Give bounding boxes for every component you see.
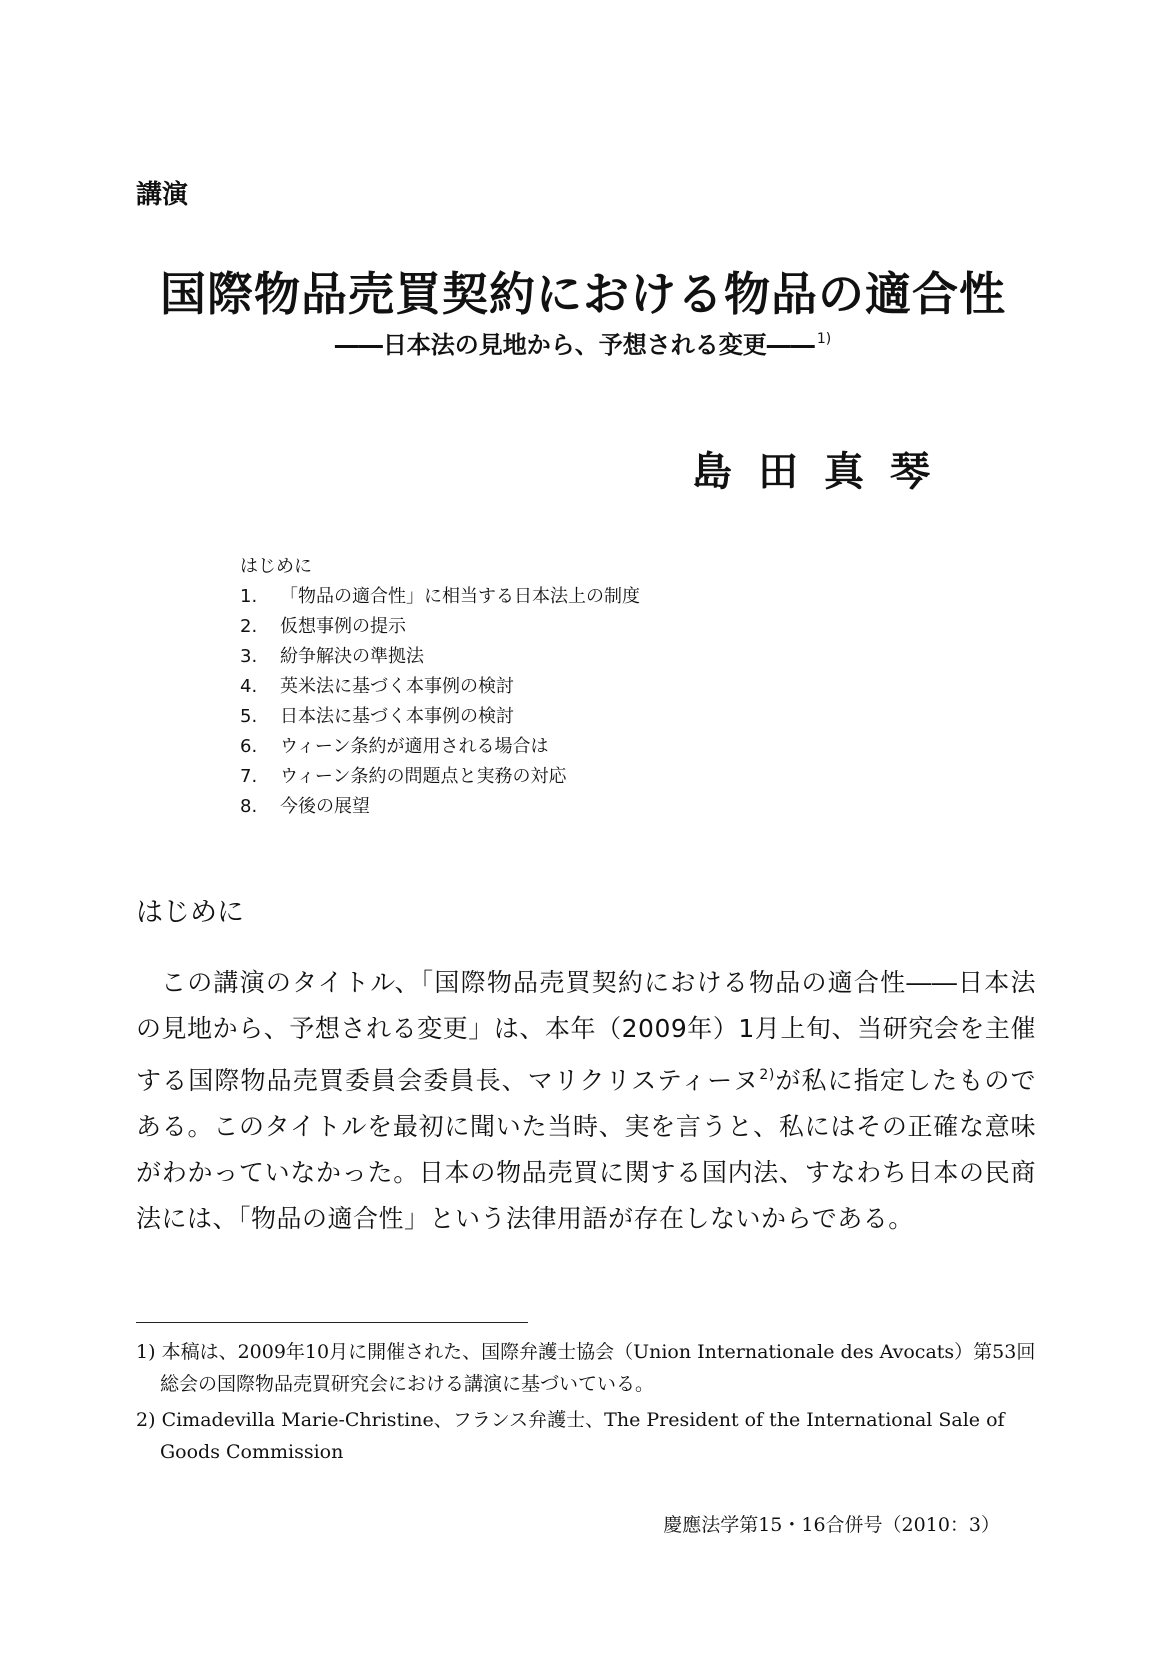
toc-item[interactable] (240, 612, 640, 642)
toc-item-label: はじめに (240, 556, 312, 577)
footnotes (136, 1336, 1036, 1472)
article-subtitle (0, 325, 1166, 360)
footnote-label: 2) (136, 1409, 156, 1431)
body-paragraph (136, 960, 1036, 1242)
footnote-1 (136, 1336, 1036, 1400)
toc-item-label: 英米法に基づく本事例の検討 (280, 676, 514, 697)
toc-item-label: 「物品の適合性」に相当する日本法上の制度 (280, 586, 640, 607)
toc-item-number: 4. (240, 676, 258, 697)
toc-item-label: ウィーン条約の問題点と実務の対応 (280, 766, 567, 787)
toc-item[interactable] (240, 672, 640, 702)
footnote-text: Cimadevilla Marie-Christine、フランス弁護士、The President of the International Sale of Goods Commission (160, 1409, 1005, 1463)
toc-item-number: 5. (240, 706, 258, 727)
toc-item-number: 3. (240, 646, 258, 667)
toc-item-number: 1. (240, 586, 258, 607)
footnote-text: 本稿は、2009年10月に開催された、国際弁護士協会（Union Internationale des Avocats）第53回総会の国際物品売買研究会における講演に基づいている。 (160, 1341, 1036, 1395)
toc-item[interactable] (240, 732, 640, 762)
toc-item[interactable] (240, 582, 640, 612)
footnote-divider (136, 1322, 528, 1323)
footnote-ref-2[interactable]: 2) (759, 1067, 775, 1083)
toc-item[interactable] (240, 552, 640, 582)
toc-item-number: 2. (240, 616, 258, 637)
toc-item[interactable] (240, 702, 640, 732)
toc-item-number: 6. (240, 736, 258, 757)
toc-item-number: 7. (240, 766, 258, 787)
toc-item-label: 日本法に基づく本事例の検討 (280, 706, 514, 727)
author-name: 島田真琴 (692, 448, 956, 495)
toc-item[interactable] (240, 762, 640, 792)
footnote-ref-1[interactable]: 1) (816, 331, 832, 347)
journal-footer: 慶應法学第15・16合併号（2010：3） (663, 1514, 1000, 1536)
toc-item-number: 8. (240, 796, 258, 817)
toc-item-label: 紛争解決の準拠法 (280, 646, 424, 667)
body-text-part1: この講演のタイトル、「国際物品売買契約における物品の適合性――日本法の見地から、予想される変更」は、本年（2009年）1月上旬、当研究会を主催する国際物品売買委員会委員長、マリクリスティーヌ (136, 968, 1036, 1095)
toc-item[interactable] (240, 642, 640, 672)
section-heading: はじめに (136, 897, 244, 928)
toc-item-label: 仮想事例の提示 (280, 616, 406, 637)
toc-item-label: 今後の展望 (280, 796, 370, 817)
article-title: 国際物品売買契約における物品の適合性 (160, 267, 1006, 321)
table-of-contents (240, 552, 640, 822)
toc-item[interactable] (240, 792, 640, 822)
body-text (136, 960, 1036, 1242)
toc-item-label: ウィーン条約が適用される場合は (280, 736, 549, 757)
footnote-label: 1) (136, 1341, 156, 1363)
genre-label: 講演 (136, 180, 189, 210)
subtitle-text: ――日本法の見地から、予想される変更―― (334, 331, 815, 359)
body-text-part2: が私に指定したものである。このタイトルを最初に聞いた当時、実を言うと、私にはその正確な意味がわかっていなかった。日本の物品売買に関する国内法、すなわち日本の民商法には、「物品の適合性」という法律用語が存在しないからである。 (136, 1066, 1036, 1233)
footnote-2 (136, 1404, 1036, 1468)
toc-list (240, 552, 640, 822)
